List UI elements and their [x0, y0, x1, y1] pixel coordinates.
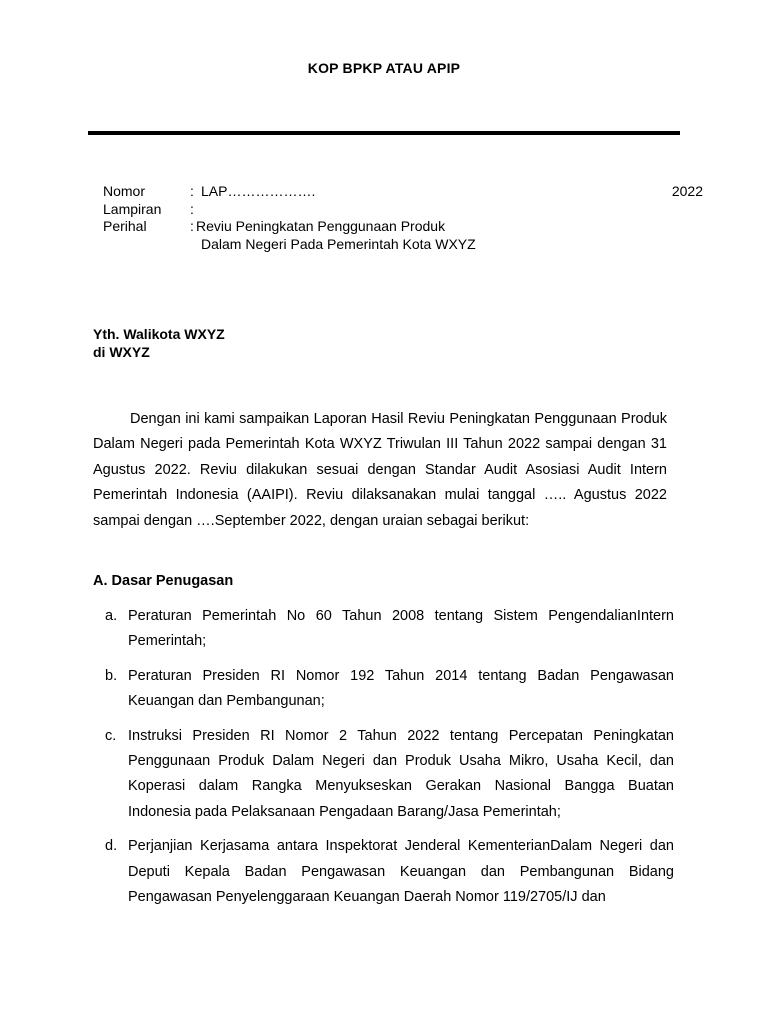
list-item-text: Peraturan Pemerintah No 60 Tahun 2008 tentang Sistem PengendalianIntern Pemerintah; — [128, 608, 674, 650]
perihal-label: Perihal — [103, 218, 147, 234]
addressee-name: Yth. Walikota WXYZ — [93, 326, 225, 342]
list-marker: d. — [105, 838, 118, 855]
list-item — [93, 834, 674, 910]
letterhead-divider — [88, 131, 680, 135]
intro-paragraph: Dengan ini kami sampaikan Laporan Hasil Reviu Peningkatan Penggunaan Produk Dalam Negeri pada Pemerintah Kota WXYZ Triwulan III Tahun 2022 sampai dengan 31 Agustus 2022. Reviu dilakukan sesuai dengan Standar Audit Asosiasi Audit Intern Pemerintah Indonesia (AAIPI). Reviu dilaksanakan mulai tanggal ….. Agustus 2022 sampai dengan ….September 2022, dengan uraian sebagai berikut: — [93, 411, 667, 529]
list-item-text: Perjanjian Kerjasama antara Inspektorat Jenderal KementerianDalam Negeri dan Deputi Kepala Badan Pengawasan Keuangan dan Pembangunan Bidang Pengawasan Penyelenggaraan Keuangan Daerah Nomor 119/2705/IJ dan — [128, 838, 674, 906]
perihal-colon: : — [190, 218, 194, 234]
letter-metadata — [103, 183, 703, 253]
nomor-label: Nomor — [103, 183, 146, 199]
list-item — [93, 664, 674, 715]
perihal-value-line1: Reviu Peningkatan Penggunaan Produk — [196, 218, 446, 234]
nomor-colon: : — [190, 183, 194, 199]
letter-year: 2022 — [671, 183, 703, 199]
list-marker: b. — [105, 667, 118, 684]
addressee-location: di WXYZ — [93, 344, 150, 360]
section-heading-dasar-penugasan: A. Dasar Penugasan — [93, 573, 234, 589]
nomor-row — [103, 183, 703, 201]
list-marker: a. — [105, 608, 118, 624]
letterhead-title: KOP BPKP ATAU APIP — [307, 60, 461, 76]
perihal-row-continued — [103, 236, 703, 254]
lampiran-label: Lampiran — [103, 200, 162, 217]
lampiran-row — [103, 201, 703, 219]
perihal-row — [103, 218, 703, 236]
list-item — [93, 604, 674, 655]
perihal-value-line2: Dalam Negeri Pada Pemerintah Kota WXYZ — [201, 235, 476, 252]
dasar-penugasan-list — [93, 604, 674, 919]
list-item — [93, 724, 674, 826]
nomor-value: LAP………………. — [201, 183, 316, 199]
lampiran-colon: : — [190, 200, 194, 217]
list-marker: c. — [105, 727, 117, 744]
list-item-text: Instruksi Presiden RI Nomor 2 Tahun 2022 tentang Percepatan Peningkatan Penggunaan Produk Dalam Negeri dan Produk Usaha Mikro, Usaha Kecil, dan Koperasi dalam Rangka Menyukseskan Gerakan Nasional Bangga Buatan Indonesia pada Pelaksanaan Pengadaan Barang/Jasa Pemerintah; — [128, 727, 674, 820]
list-item-text: Peraturan Presiden RI Nomor 192 Tahun 2014 tentang Badan Pengawasan Keuangan dan Pembangunan; — [128, 667, 674, 710]
addressee-block — [93, 325, 225, 361]
